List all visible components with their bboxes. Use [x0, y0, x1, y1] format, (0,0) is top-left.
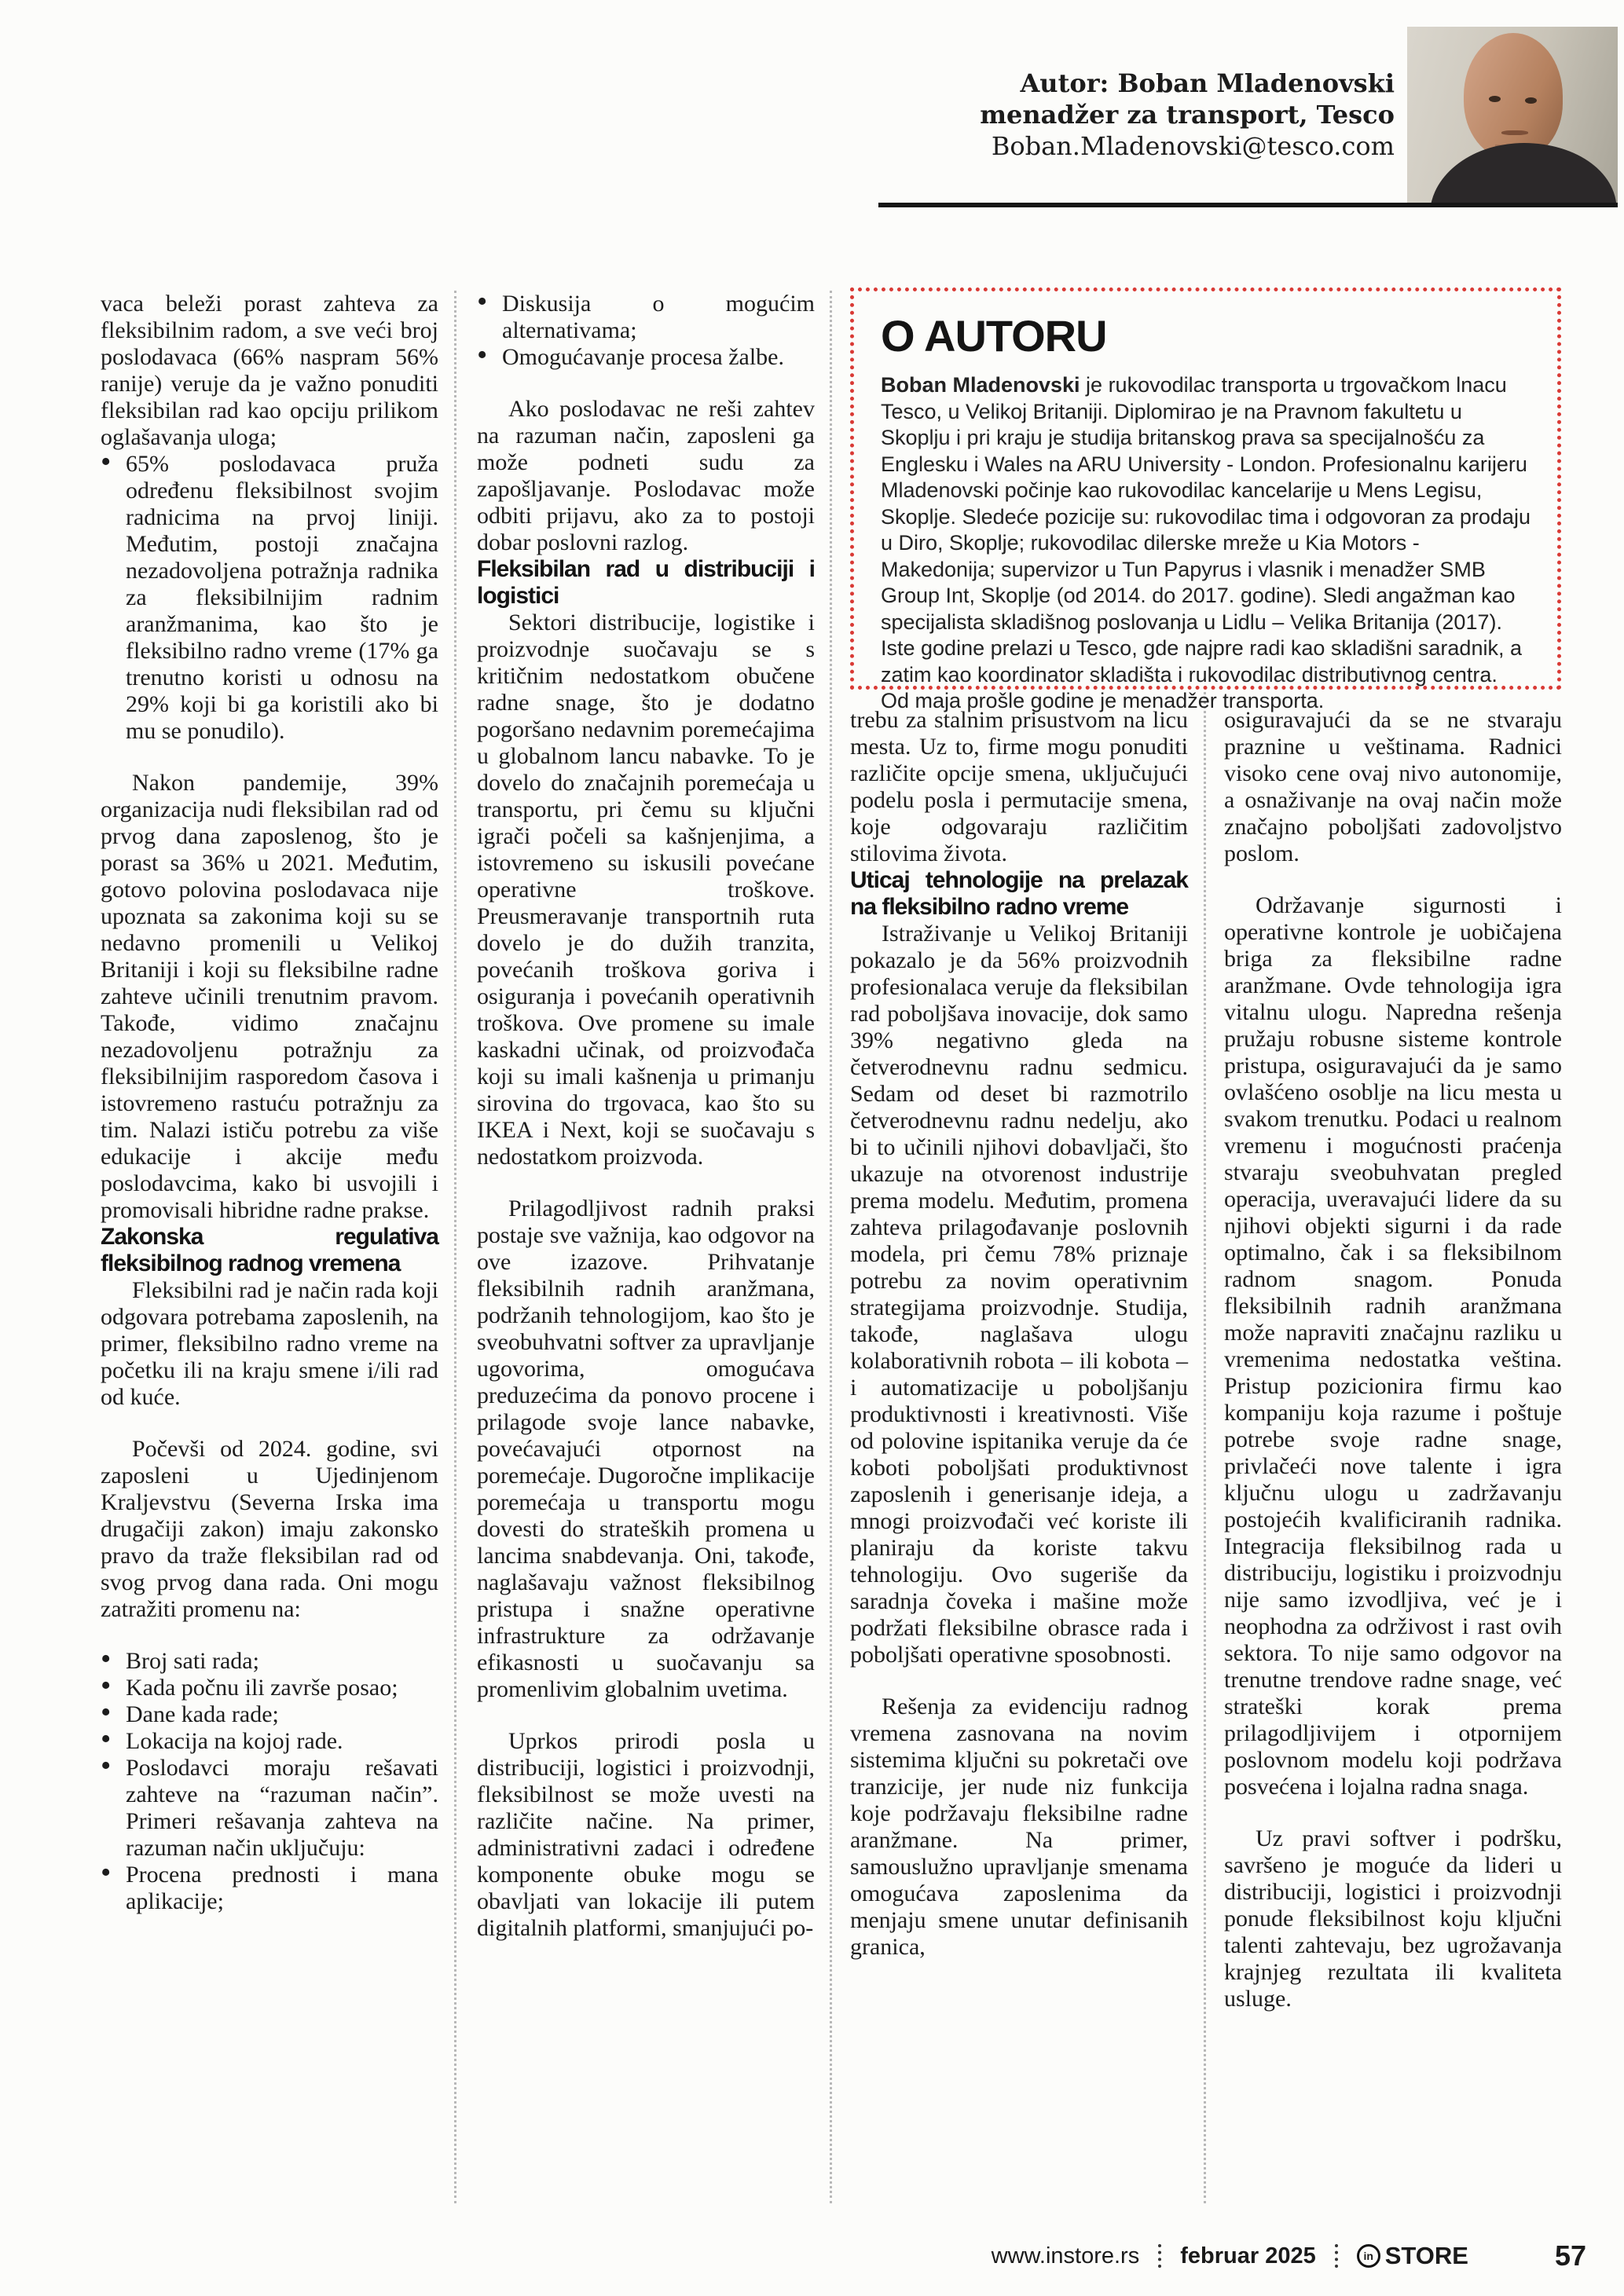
magazine-logo-icon: in [1357, 2244, 1380, 2268]
photo-mouth-shape [1501, 130, 1528, 135]
paragraph: Rešenja za evidenciju radnog vremena zasnovana na novim sistemima ključni su pokretači ove tranzicije, jer nude niz funkcija koje podržavaju fleksibilne radne aranžmane. Na primer, samouslužno upravljanje smenama omogućava zaposlenima da menjaju smene unutar definisanih granica, [850, 1694, 1188, 1960]
bullet-item: • Procena prednosti i mana aplikacije; [101, 1862, 438, 1915]
paragraph: Nakon pandemije, 39% organizacija nudi fleksibilan rad od prvog dana zaposlenog, što je porast sa 36% u 2021. Međutim, gotovo polovina poslodavaca nije upoznata sa zakonima koji su se nedavno promenili u Velikoj Britaniji i koji su fleksibilne radne zahteve učinili trenutnim pravom. Takođe, vidimo značajnu nezadovoljenu potražnju za fleksibilnijim rasporedom časova i istovremeno rastuću potražnju za tim. Nalazi ističu potrebu za više edukacije i akcije među poslodavcima, kako bi usvojili i promovisali hibridne radne prakse. [101, 770, 438, 1223]
about-author-name: Boban Mladenovski [881, 373, 1080, 397]
bullet-item: • Kada počnu ili završe posao; [101, 1675, 438, 1701]
footer-separator [1158, 2244, 1161, 2268]
paragraph: Istraživanje u Velikoj Britaniji pokazalo je da 56% proizvodnih profesionalaca veruje da fleksibilan rad poboljšava inovacije, dok samo 39% negativno gleda na četverodnevnu radnu sedmicu. Sedam od deset bi razmotrilo četverodnevnu radnu nedelju, ako bi to učinili njihovi dobavljači, što ukazuje na otvorenost industrije prema modelu. Međutim, promena zahteva prilagođavanje poslovnih modela, pri čemu 78% priznaje potrebu za novim operativnim strategijama proizvodnje. Studija, takođe, naglašava ulogu kolaborativnih robota – ili kobota – i automatizacije u poboljšanju produktivnosti i kreativnosti. Više od polovine ispitanika veruje da će koboti poboljšati produktivnost zaposlenih i generisanje ideja, a mnogi proizvođači već koriste ili planiraju da koriste takvu tehnologiju. Ovo sugeriše da saradnja čoveka i mašine može podržati fleksibilne obrasce rada i poboljšati operativne sposobnosti. [850, 921, 1188, 1668]
author-photo [1407, 27, 1618, 207]
footer-website: www.instore.rs [991, 2243, 1140, 2269]
author-email: Boban.Mladenovski@tesco.com [991, 131, 1395, 161]
bullet-item: • Lokacija na kojoj rade. [101, 1728, 438, 1755]
paragraph: Sektori distribucije, logistike i proizvodnje suočavaju se s kritičnim nedostatkom obučene radne snage, što je dodatno pogoršano nedavnim poremećajima u globalnom lancu nabavke. To je dovelo do značajnih poremećaja u transportu, pri čemu su ključni igrači počeli sa kašnjenjima, a istovremeno su iskusili povećane operativne troškove. Preusmeravanje transportnih ruta dovelo je do dužih tranzita, povećanih troškova goriva i osiguranja i povećanih operativnih troškova. Ove promene su imale kaskadni učinak, od proizvođača koji su imali kašnenja u primanju sirovina do trgovaca, kao što su IKEA i Next, koji se suočavaju s nedostatkom proizvoda. [477, 610, 815, 1170]
paragraph: trebu za stalnim prisustvom na licu mesta. Uz to, firme mogu ponuditi različite opcije smena, uključujući podelu posla i permutacije smena, koje odgovaraju različitim stilovima života. [850, 707, 1188, 866]
paragraph: Fleksibilni rad je način rada koji odgovara potrebama zaposlenih, na primer, fleksibilno radno vreme na početku ili na kraju smene i/ili rad od kuće. [101, 1277, 438, 1410]
author-name: Autor: Boban Mladenovski [1020, 68, 1395, 98]
column-divider [830, 291, 832, 2203]
page-footer [992, 2239, 1586, 2272]
paragraph: Ako poslodavac ne reši zahtev na razuman način, zaposleni ga može podneti sudu za zapošljavanje. Poslodavac može odbiti prijavu, ako za to postoji dobar poslovni razlog. [477, 396, 815, 555]
section-heading: Fleksibilan rad u distribuciji i logistici [477, 556, 815, 609]
paragraph: Prilagodljivost radnih praksi postaje sve važnija, kao odgovor na ove izazove. Prihvatanje fleksibilnih radnih aranžmana, podržanih tehnologijom, kao što je sveobuhvatni softver za upravljanje ugovorima, omogućava preduzećima da ponovo procene i prilagode svoje lance nabavke, povećavajući otpornost na poremećaje. Dugoročne implikacije poremećaja u transportu mogu dovesti do strateških promena u lancima snabdevanja. Oni, takođe, naglašavaju važnost fleksibilnog pristupa i snažne operativne infrastrukture za održavanje efikasnosti u suočavanju sa promenlivim globalnim uvetima. [477, 1196, 815, 1702]
photo-eye-shape [1525, 97, 1537, 104]
footer-issue-date: februar 2025 [1180, 2243, 1316, 2269]
about-author-title: O AUTORU [881, 311, 1107, 361]
column-2 [477, 291, 815, 1942]
bullet-item: • Poslodavci moraju rešavati zahteve na “razuman način”. Primeri rešavanja zahteva na razuman način uključuju: [101, 1755, 438, 1862]
column-4 [1224, 707, 1562, 2012]
section-heading: Uticaj tehnologije na prelazak na fleksibilno radno vreme [850, 867, 1188, 920]
about-author-box [850, 287, 1561, 712]
page-number: 57 [1554, 2239, 1586, 2272]
bullet-item: • Omogućavanje procesa žalbe. [477, 344, 815, 371]
paragraph: osiguravajući da se ne stvaraju praznine u veštinama. Radnici visoko cene ovaj nivo autonomije, a osnaživanje na ovaj način može značajno poboljšati zadovoljstvo poslom. [1224, 707, 1562, 866]
bullet-item: • Dane kada rade; [101, 1701, 438, 1728]
paragraph: Uz pravi softver i podršku, savršeno je moguće da lideri u distribuciji, logistici i proizvodnji ponude fleksibilnost koju ključni talenti zahtevaju, bez ugrožavanja krajnjeg rezultata ili kvaliteta usluge. [1224, 1825, 1562, 2012]
magazine-logo [1357, 2242, 1468, 2270]
author-role: menadžer za transport, Tesco [980, 100, 1395, 130]
paragraph: Održavanje sigurnosti i operativne kontrole je uobičajena briga za fleksibilne radne aranžmane. Ovde tehnologija igra vitalnu ulogu. Napredna rešenja pružaju robusne sisteme kontrole pristupa, osiguravajući da je samo ovlašćeno osoblje na licu mesta u svakom trenutku. Podaci u realnom vremenu i mogućnosti praćenja stvaraju sveobuhvatan pregled operacija, uveravajući lidere da su njihovi objekti sigurni i da rade optimalno, čak i sa fleksibilnom radnom snagom. Ponuda fleksibilnih radnih aranžmana može napraviti značajnu razliku u vremenima nedostatka veština. Pristup pozicionira firmu kao kompaniju koja razume i poštuje potrebe svoje radne snage, privlačeći nove talente i igra ključnu ulogu u zadržavanju postojećih kvalificiranih radnika. Integracija fleksibilnog rada u distribuciju, logistiku i proizvodnju nije samo izvodljiva, već je i neophodna za održivost i rast ovih sektora. To nije samo odgovor na trenutne trendove radne snage, već strateški korak prema prilagodljivijem i otpornijem poslovnom modelu koji podržava posvećena i lojalna radna snaga. [1224, 892, 1562, 1800]
magazine-logo-text: STORE [1384, 2242, 1468, 2269]
column-divider [454, 291, 456, 2203]
column-3 [850, 707, 1188, 1961]
photo-head-shape [1464, 33, 1563, 159]
bullet-item: • Broj sati rada; [101, 1648, 438, 1675]
column-1 [101, 291, 438, 1915]
bullet-item: • 65% poslodavaca pruža određenu fleksibilnost svojim radnicima na prvoj liniji. Međutim, postoji značajna nezadovoljena potražnja radnika za fleksibilnijim radnim aranžmanima, kao što je fleksibilno radno vreme (17% ga trenutno koristi u odnosu na 29% koji bi ga koristili ako bi mu se ponudilo). [101, 451, 438, 745]
section-heading: Zakonska regulativa fleksibilnog radnog vremena [101, 1224, 438, 1276]
paragraph: vaca beleži porast zahteva za fleksibilnim radom, a sve veći broj poslodavaca (66% naspram 56% ranije) veruje da je važno ponuditi fleksibilan rad kao opciju prilikom oglašavanja uloga; [101, 291, 438, 450]
about-author-bio-text: je rukovodilac transporta u trgovačkom lnacu Tesco, u Velikoj Britaniji. Diplomirao je na Pravnom fakultetu u Skoplju i pri kraju je studija britanskog prava sa specijalnošću za Englesku i Wales na ARU University - London. Profesionalnu karijeru Mladenovski počinje kao rukovodilac kancelarije u Mens Legisu, Skoplje. Sledeće pozicije su: rukovodilac tima i odgovoran za prodaju u Diro, Skoplje; rukovodilac dilerske mreže u Kia Motors - Makedonija; supervizor u Tun Papyrus i vlasnik i menadžer SMB Group Int, Skoplje (od 2014. do 2017. godine). Sledi angažman kao specijalista skladišnog poslovanja u Lidlu – Velika Britanija (2017). Iste godine prelazi u Tesco, gde najpre radi kao skladišni saradnik, a zatim kao koordinator skladišta i rukovodilac distributivnog centra. Od maja prošle godine je menadžer transporta. [881, 373, 1531, 712]
footer-separator [1335, 2244, 1338, 2268]
author-block [980, 68, 1395, 162]
header-divider [878, 203, 1618, 207]
bullet-item: • Diskusija o mogućim alternativama; [477, 291, 815, 344]
about-author-bio [881, 372, 1531, 715]
photo-eye-shape [1489, 96, 1501, 102]
paragraph: Uprkos prirodi posla u distribuciji, logistici i proizvodnji, fleksibilnost se može uvesti na različite načine. Na primer, administrativni zadaci i određene komponente obuke mogu se obavljati van lokacije ili putem digitalnih platformi, smanjujući po- [477, 1728, 815, 1941]
paragraph: Počevši od 2024. godine, svi zaposleni u Ujedinjenom Kraljevstvu (Severna Irska ima drugačiji zakon) imaju zakonsko pravo da traže fleksibilan rad od svog prvog dana rada. Oni mogu zatražiti promenu na: [101, 1436, 438, 1622]
photo-shirt-shape [1425, 137, 1617, 207]
